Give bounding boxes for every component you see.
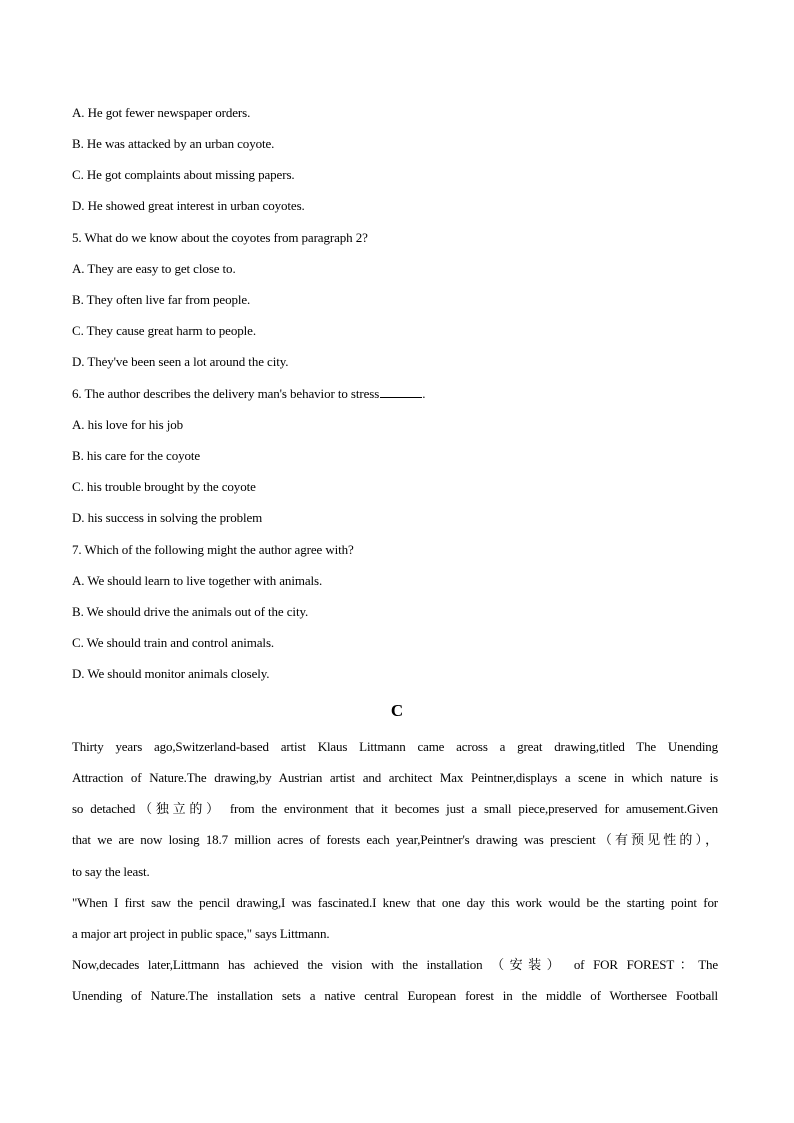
q7-option-c: C. We should train and control animals. (72, 635, 275, 650)
q5-option-b: B. They often live far from people. (72, 292, 251, 307)
q5-option-c: C. They cause great harm to people. (72, 323, 256, 338)
q6-option-c: C. his trouble brought by the coyote (72, 479, 256, 494)
passage-line: to say the least. (72, 864, 150, 879)
q6-option-b: B. his care for the coyote (72, 448, 201, 463)
q4-option-b: B. He was attacked by an urban coyote. (72, 136, 275, 151)
q4-option-a: A. He got fewer newspaper orders. (72, 105, 251, 120)
q6-option-d: D. his success in solving the problem (72, 510, 263, 525)
passage-line: a major art project in public space," says Littmann. (72, 926, 330, 941)
q4-option-d: D. He showed great interest in urban coyotes. (72, 198, 305, 213)
q7-option-d: D. We should monitor animals closely. (72, 666, 270, 681)
q4-option-c: C. He got complaints about missing papers. (72, 167, 295, 182)
passage-line: that we are now losing 18.7 million acres of forests each year,Peintner's drawing was prescient（有预见性的）， (72, 832, 718, 847)
passage-line: so detached（独立的） from the environment that it becomes just a small piece,preserved for amusement.Given (72, 801, 718, 816)
q7-option-b: B. We should drive the animals out of the city. (72, 604, 309, 619)
q5-option-a: A. They are easy to get close to. (72, 261, 236, 276)
q5-stem: 5. What do we know about the coyotes from paragraph 2? (72, 230, 368, 245)
q7-option-a: A. We should learn to live together with animals. (72, 573, 323, 588)
q6-stem-text: 6. The author describes the delivery man's behavior to stress (72, 386, 380, 401)
answer-blank (380, 386, 422, 398)
q7-stem: 7. Which of the following might the author agree with? (72, 542, 354, 557)
passage-line: Now,decades later,Littmann has achieved the vision with the installation （安装） of FOR FOREST：The (72, 957, 718, 972)
q6-stem (72, 386, 425, 402)
q5-option-d: D. They've been seen a lot around the city. (72, 354, 289, 369)
section-heading: C (390, 701, 404, 720)
passage-line: Attraction of Nature.The drawing,by Austrian artist and architect Max Peintner,displays a scene in which nature is (72, 770, 718, 785)
q6-stem-end: . (422, 386, 426, 401)
passage-line: "When I first saw the pencil drawing,I was fascinated.I knew that one day this work would be the starting point for (72, 895, 718, 910)
passage-line: Unending of Nature.The installation sets a native central European forest in the middle of Worthersee Football (72, 988, 718, 1003)
q6-option-a: A. his love for his job (72, 417, 184, 432)
passage-line: Thirty years ago,Switzerland-based artist Klaus Littmann came across a great drawing,titled The Unending (72, 739, 718, 754)
